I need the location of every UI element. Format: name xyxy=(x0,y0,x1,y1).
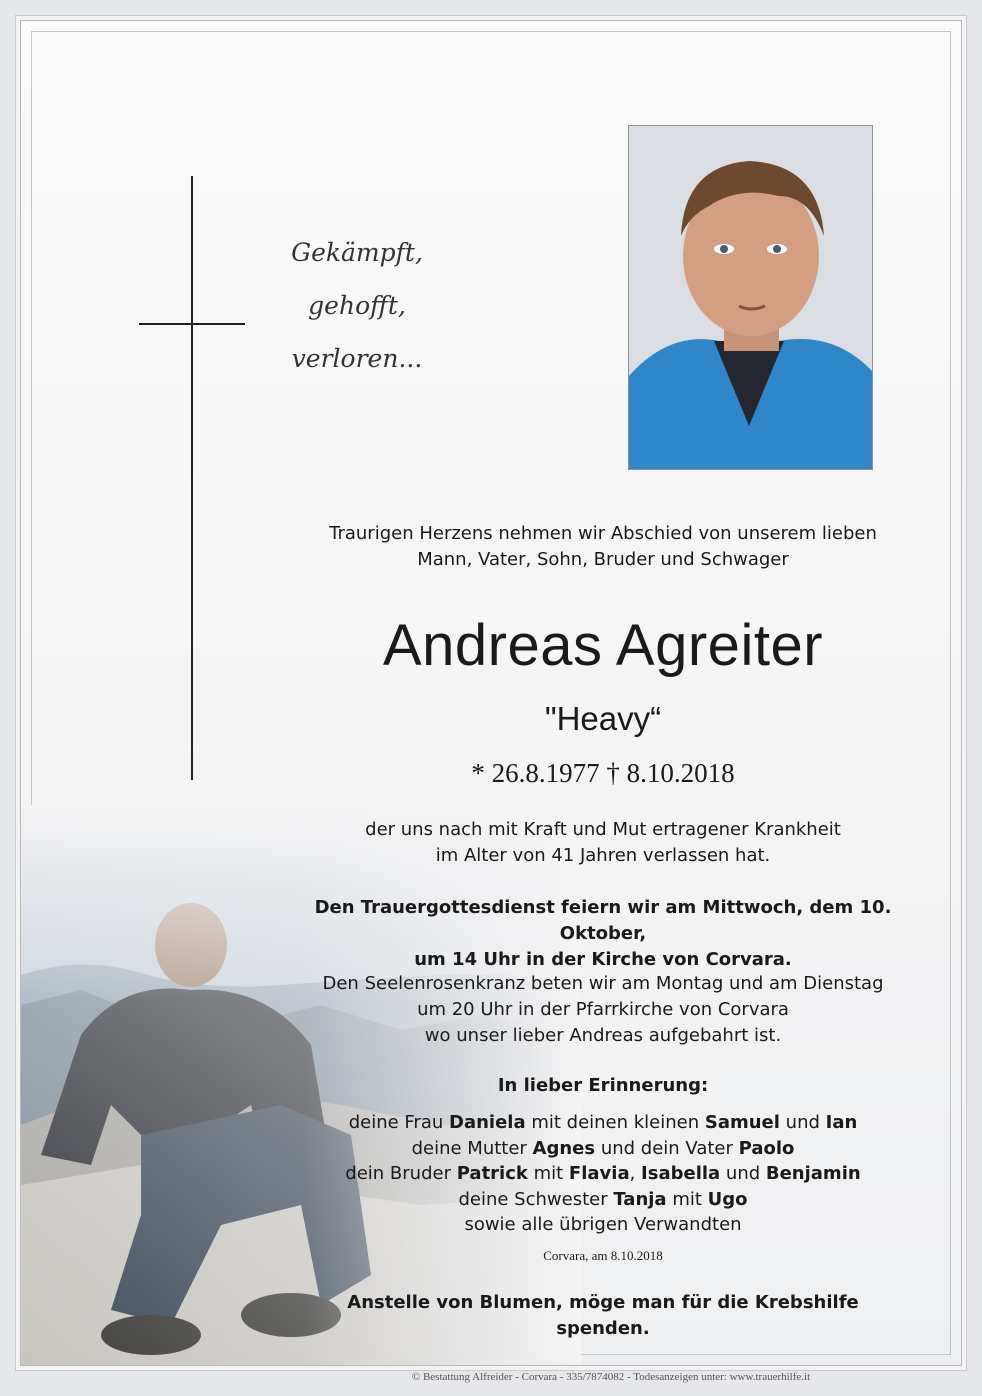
family-text: deine Mutter xyxy=(411,1137,533,1159)
family-text: und xyxy=(720,1163,766,1184)
portrait-photo xyxy=(628,125,873,470)
family-text: und dein Vater xyxy=(595,1137,739,1159)
memory-heading: In lieber Erinnerung: xyxy=(497,1075,709,1096)
family-line xyxy=(303,1110,903,1136)
life-dates: * 26.8.1977 † 8.10.2018 xyxy=(471,758,735,788)
family-member-name: Ugo xyxy=(707,1188,748,1210)
illness-text xyxy=(303,817,903,869)
intro-text xyxy=(303,521,903,573)
family-text: deine Frau xyxy=(348,1112,449,1133)
intro-line: Mann, Vater, Sohn, Bruder und Schwager xyxy=(417,549,789,570)
rosary-line: wo unser lieber Andreas aufgebahrt ist. xyxy=(424,1025,782,1046)
motto-line: verloren... xyxy=(291,344,423,373)
family-text: und xyxy=(779,1112,826,1133)
deceased-name: Andreas Agreiter xyxy=(382,613,824,678)
cross-vertical-bar xyxy=(191,176,193,780)
family-member-name: Isabella xyxy=(641,1163,721,1184)
family-text: mit xyxy=(527,1163,569,1184)
illness-line: im Alter von 41 Jahren verlassen hat. xyxy=(435,845,771,866)
nickname: "Heavy“ xyxy=(544,700,662,737)
family-text: mit xyxy=(666,1188,708,1210)
family-line xyxy=(303,1161,903,1187)
rosary-line: um 20 Uhr in der Pfarrkirche von Corvara xyxy=(417,999,789,1020)
family-list xyxy=(303,1110,903,1238)
funeral-line: um 14 Uhr in der Kirche von Corvara. xyxy=(414,949,792,970)
motto-line: Gekämpft, xyxy=(291,238,423,267)
place-date: Corvara, am 8.10.2018 xyxy=(543,1248,663,1263)
funeral-line: Den Trauergottesdienst feiern wir am Mittwoch, dem 10. Oktober, xyxy=(314,897,892,944)
obituary-card xyxy=(20,20,962,1366)
family-member-name: Benjamin xyxy=(765,1163,861,1184)
family-member-name: Patrick xyxy=(456,1163,528,1184)
family-member-name: Ian xyxy=(825,1112,858,1133)
footer-credit: © Bestattung Alfreider - Corvara - 335/7874082 - Todesanzeigen unter: www.trauerhilfe.it xyxy=(411,1371,811,1383)
cross-horizontal-bar xyxy=(139,323,245,325)
funeral-text xyxy=(303,895,903,973)
motto-line: gehofft, xyxy=(308,291,406,320)
family-line xyxy=(303,1212,903,1238)
family-member-name: Tanja xyxy=(613,1188,667,1210)
family-member-name: Samuel xyxy=(704,1112,780,1133)
family-member-name: Flavia xyxy=(568,1163,630,1184)
family-line xyxy=(303,1136,903,1162)
donation-note: Anstelle von Blumen, möge man für die Krebshilfe spenden. xyxy=(347,1292,859,1339)
intro-line: Traurigen Herzens nehmen wir Abschied von unserem lieben xyxy=(329,523,877,544)
family-member-name: Agnes xyxy=(532,1137,596,1159)
rosary-line: Den Seelenrosenkranz beten wir am Montag und am Dienstag xyxy=(322,973,884,994)
family-text: dein Bruder xyxy=(345,1163,457,1184)
family-text: deine Schwester xyxy=(458,1188,614,1210)
family-text: sowie alle übrigen Verwandten xyxy=(464,1214,742,1235)
family-line xyxy=(303,1187,903,1213)
motto xyxy=(262,226,452,385)
family-member-name: Daniela xyxy=(449,1112,526,1133)
illness-line: der uns nach mit Kraft und Mut ertragener Krankheit xyxy=(365,819,841,840)
rosary-text xyxy=(303,971,903,1049)
family-text: , xyxy=(629,1163,642,1184)
family-text: mit deinen kleinen xyxy=(525,1112,705,1133)
family-member-name: Paolo xyxy=(738,1137,795,1159)
